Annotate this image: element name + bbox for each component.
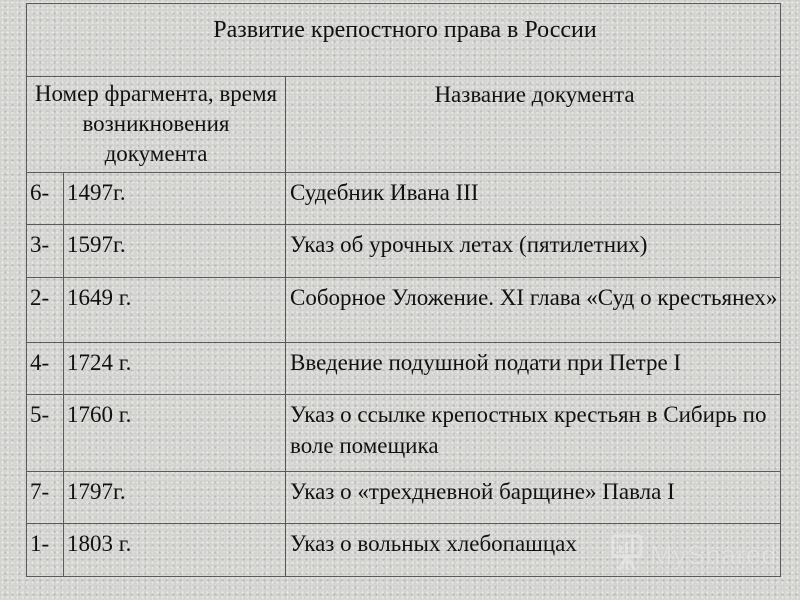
- document-year: 1649 г.: [64, 278, 286, 343]
- document-year: 1497г.: [64, 173, 286, 225]
- fragment-number: 4-: [27, 343, 64, 395]
- document-name: Соборное Уложение. XI глава «Суд о крестьянех»: [286, 278, 781, 343]
- document-year: 1797г.: [64, 472, 286, 524]
- table-title: Развитие крепостного права в России: [27, 4, 781, 77]
- table-row: [27, 395, 781, 472]
- document-year: 1803 г.: [64, 524, 286, 577]
- fragment-number: 5-: [27, 395, 64, 472]
- fragment-number: 6-: [27, 173, 64, 225]
- document-year: 1760 г.: [64, 395, 286, 472]
- table-row: [27, 278, 781, 343]
- table-row: [27, 472, 781, 524]
- document-name: Указ о вольных хлебопашцах: [286, 524, 781, 577]
- table-row: [27, 173, 781, 225]
- presentation-board-icon: [610, 533, 644, 578]
- watermark-text: MyShared: [650, 540, 778, 570]
- header-row: [27, 77, 781, 173]
- fragment-number: 1-: [27, 524, 64, 577]
- document-year: 1597г.: [64, 225, 286, 278]
- header-fragment-time: Номер фрагмента, время возникновения документа: [27, 77, 286, 173]
- document-year: 1724 г.: [64, 343, 286, 395]
- document-name: Судебник Ивана III: [286, 173, 781, 225]
- fragment-number: 3-: [27, 225, 64, 278]
- header-document-name: Название документа: [286, 77, 781, 173]
- table-row: [27, 343, 781, 395]
- fragment-number: 7-: [27, 472, 64, 524]
- fragment-number: 2-: [27, 278, 64, 343]
- document-name: Указ об урочных летах (пятилетних): [286, 225, 781, 278]
- title-row: [27, 4, 781, 77]
- table-row: [27, 225, 781, 278]
- document-name: Указ о «трехдневной барщине» Павла I: [286, 472, 781, 524]
- document-name: Указ о ссылке крепостных крестьян в Сибирь по воле помещика: [286, 395, 781, 472]
- serfdom-table: [26, 3, 781, 577]
- document-name: Введение подушной подати при Петре I: [286, 343, 781, 395]
- watermark: [610, 533, 777, 578]
